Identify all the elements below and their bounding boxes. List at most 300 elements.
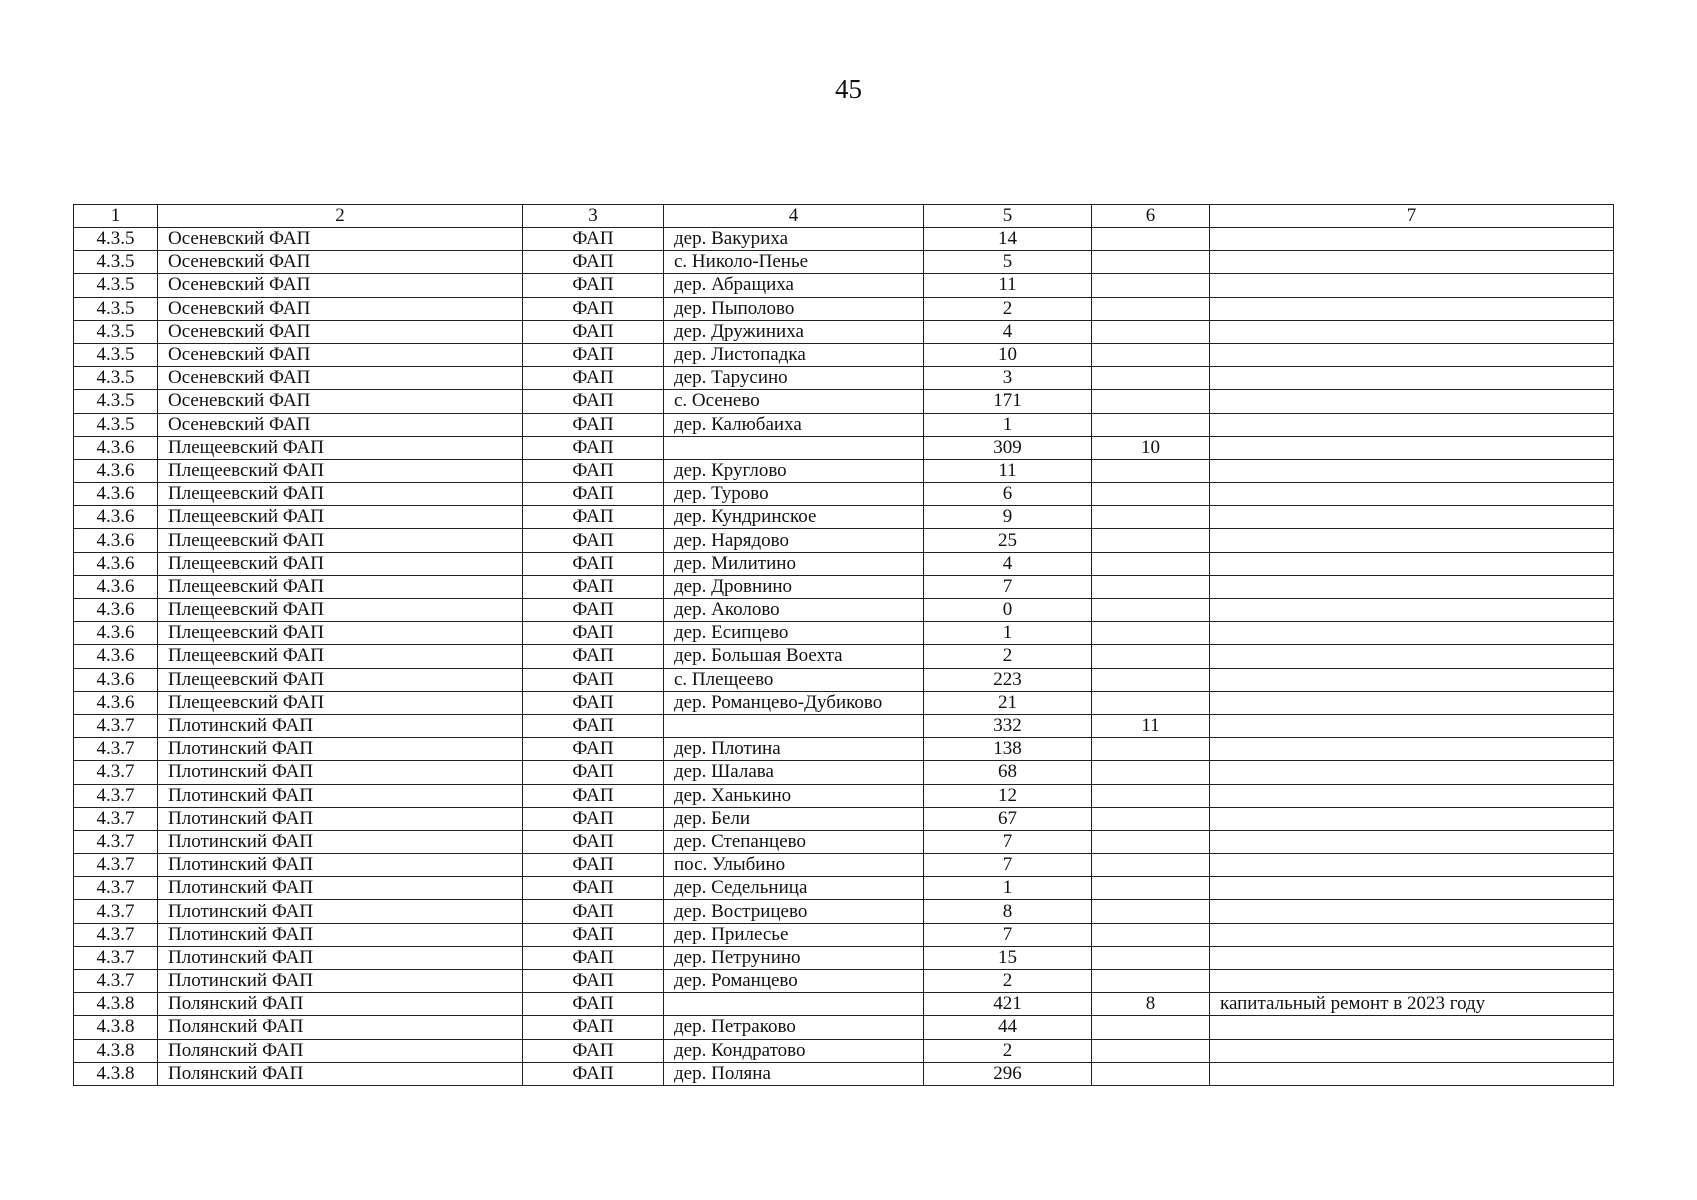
facility-name-cell: Плотинский ФАП <box>158 761 523 784</box>
note-cell <box>1210 807 1614 830</box>
settlement-cell: дер. Вострицево <box>664 900 924 923</box>
table-row <box>74 668 1614 691</box>
count-cell <box>1092 320 1210 343</box>
note-cell <box>1210 343 1614 366</box>
facility-name-cell: Плещеевский ФАП <box>158 483 523 506</box>
settlement-cell: дер. Дружиниха <box>664 320 924 343</box>
settlement-cell <box>664 993 924 1016</box>
count-cell <box>1092 459 1210 482</box>
row-number-cell: 4.3.7 <box>74 970 158 993</box>
facility-type-cell: ФАП <box>523 993 664 1016</box>
population-cell: 9 <box>924 506 1092 529</box>
population-cell: 21 <box>924 691 1092 714</box>
population-cell: 332 <box>924 714 1092 737</box>
population-cell: 2 <box>924 970 1092 993</box>
population-cell: 14 <box>924 228 1092 251</box>
facility-name-cell: Плещеевский ФАП <box>158 506 523 529</box>
facility-name-cell: Плотинский ФАП <box>158 970 523 993</box>
table-row <box>74 900 1614 923</box>
facility-type-cell: ФАП <box>523 599 664 622</box>
count-cell <box>1092 483 1210 506</box>
table-row <box>74 413 1614 436</box>
count-cell <box>1092 622 1210 645</box>
row-number-cell: 4.3.5 <box>74 274 158 297</box>
facility-type-cell: ФАП <box>523 320 664 343</box>
table-row <box>74 552 1614 575</box>
facility-name-cell: Плещеевский ФАП <box>158 668 523 691</box>
population-cell: 4 <box>924 552 1092 575</box>
table-row <box>74 645 1614 668</box>
facility-name-cell: Плотинский ФАП <box>158 738 523 761</box>
facility-name-cell: Плещеевский ФАП <box>158 436 523 459</box>
row-number-cell: 4.3.8 <box>74 1016 158 1039</box>
settlement-cell: дер. Поляна <box>664 1062 924 1085</box>
facility-type-cell: ФАП <box>523 1016 664 1039</box>
settlement-cell: дер. Тарусино <box>664 367 924 390</box>
facility-name-cell: Осеневский ФАП <box>158 228 523 251</box>
row-number-cell: 4.3.8 <box>74 1039 158 1062</box>
facility-name-cell: Плотинский ФАП <box>158 854 523 877</box>
row-number-cell: 4.3.7 <box>74 854 158 877</box>
settlement-cell: дер. Седельница <box>664 877 924 900</box>
facility-type-cell: ФАП <box>523 900 664 923</box>
facility-type-cell: ФАП <box>523 459 664 482</box>
count-cell <box>1092 506 1210 529</box>
population-cell: 7 <box>924 923 1092 946</box>
count-cell <box>1092 854 1210 877</box>
population-cell: 171 <box>924 390 1092 413</box>
table-row <box>74 483 1614 506</box>
facility-name-cell: Осеневский ФАП <box>158 251 523 274</box>
settlement-cell: дер. Турово <box>664 483 924 506</box>
settlement-cell: с. Плещеево <box>664 668 924 691</box>
row-number-cell: 4.3.6 <box>74 668 158 691</box>
settlement-cell: дер. Плотина <box>664 738 924 761</box>
settlement-cell: дер. Пыполово <box>664 297 924 320</box>
note-cell <box>1210 390 1614 413</box>
population-cell: 7 <box>924 854 1092 877</box>
count-cell <box>1092 552 1210 575</box>
row-number-cell: 4.3.7 <box>74 807 158 830</box>
facility-type-cell: ФАП <box>523 807 664 830</box>
count-cell <box>1092 1039 1210 1062</box>
facility-name-cell: Осеневский ФАП <box>158 320 523 343</box>
note-cell <box>1210 923 1614 946</box>
count-cell <box>1092 297 1210 320</box>
population-cell: 0 <box>924 599 1092 622</box>
count-cell <box>1092 228 1210 251</box>
header-cell: 5 <box>924 205 1092 228</box>
facility-name-cell: Плещеевский ФАП <box>158 645 523 668</box>
population-cell: 5 <box>924 251 1092 274</box>
row-number-cell: 4.3.5 <box>74 367 158 390</box>
population-cell: 4 <box>924 320 1092 343</box>
settlement-cell: дер. Милитино <box>664 552 924 575</box>
count-cell <box>1092 274 1210 297</box>
note-cell <box>1210 784 1614 807</box>
note-cell <box>1210 413 1614 436</box>
facility-type-cell: ФАП <box>523 830 664 853</box>
table-row <box>74 1039 1614 1062</box>
table-header-row <box>74 205 1614 228</box>
facility-name-cell: Осеневский ФАП <box>158 413 523 436</box>
count-cell <box>1092 807 1210 830</box>
table-row <box>74 854 1614 877</box>
facility-type-cell: ФАП <box>523 251 664 274</box>
header-cell: 3 <box>523 205 664 228</box>
table-row <box>74 367 1614 390</box>
table-row <box>74 784 1614 807</box>
facility-name-cell: Плотинский ФАП <box>158 946 523 969</box>
note-cell <box>1210 552 1614 575</box>
row-number-cell: 4.3.5 <box>74 297 158 320</box>
header-cell: 6 <box>1092 205 1210 228</box>
note-cell <box>1210 1039 1614 1062</box>
facility-type-cell: ФАП <box>523 390 664 413</box>
note-cell <box>1210 320 1614 343</box>
count-cell <box>1092 599 1210 622</box>
settlement-cell: дер. Прилесье <box>664 923 924 946</box>
facility-name-cell: Плещеевский ФАП <box>158 691 523 714</box>
note-cell <box>1210 738 1614 761</box>
row-number-cell: 4.3.6 <box>74 436 158 459</box>
facility-name-cell: Осеневский ФАП <box>158 367 523 390</box>
population-cell: 1 <box>924 413 1092 436</box>
population-cell: 67 <box>924 807 1092 830</box>
table-row <box>74 297 1614 320</box>
table-row <box>74 946 1614 969</box>
settlement-cell: дер. Бели <box>664 807 924 830</box>
table-row <box>74 506 1614 529</box>
row-number-cell: 4.3.5 <box>74 251 158 274</box>
count-cell <box>1092 645 1210 668</box>
population-cell: 15 <box>924 946 1092 969</box>
facility-type-cell: ФАП <box>523 738 664 761</box>
note-cell <box>1210 251 1614 274</box>
settlement-cell: дер. Абращиха <box>664 274 924 297</box>
table-row <box>74 807 1614 830</box>
facility-type-cell: ФАП <box>523 552 664 575</box>
row-number-cell: 4.3.5 <box>74 228 158 251</box>
table-row <box>74 274 1614 297</box>
note-cell <box>1210 854 1614 877</box>
table-row <box>74 228 1614 251</box>
population-cell: 11 <box>924 459 1092 482</box>
table-row <box>74 459 1614 482</box>
facility-name-cell: Плещеевский ФАП <box>158 575 523 598</box>
facility-type-cell: ФАП <box>523 529 664 552</box>
row-number-cell: 4.3.6 <box>74 483 158 506</box>
settlement-cell: дер. Вакуриха <box>664 228 924 251</box>
note-cell: капитальный ремонт в 2023 году <box>1210 993 1614 1016</box>
row-number-cell: 4.3.5 <box>74 343 158 366</box>
population-cell: 68 <box>924 761 1092 784</box>
facility-type-cell: ФАП <box>523 575 664 598</box>
population-cell: 223 <box>924 668 1092 691</box>
row-number-cell: 4.3.7 <box>74 714 158 737</box>
note-cell <box>1210 575 1614 598</box>
count-cell <box>1092 738 1210 761</box>
facility-name-cell: Полянский ФАП <box>158 1062 523 1085</box>
row-number-cell: 4.3.8 <box>74 993 158 1016</box>
settlement-cell: дер. Дровнино <box>664 575 924 598</box>
population-cell: 8 <box>924 900 1092 923</box>
facility-name-cell: Плотинский ФАП <box>158 900 523 923</box>
row-number-cell: 4.3.7 <box>74 877 158 900</box>
note-cell <box>1210 830 1614 853</box>
note-cell <box>1210 459 1614 482</box>
note-cell <box>1210 645 1614 668</box>
facility-type-cell: ФАП <box>523 622 664 645</box>
settlement-cell: дер. Петраково <box>664 1016 924 1039</box>
row-number-cell: 4.3.8 <box>74 1062 158 1085</box>
table-row <box>74 714 1614 737</box>
note-cell <box>1210 761 1614 784</box>
settlement-cell: дер. Калюбаиха <box>664 413 924 436</box>
count-cell <box>1092 413 1210 436</box>
note-cell <box>1210 1016 1614 1039</box>
population-cell: 10 <box>924 343 1092 366</box>
settlement-cell: дер. Степанцево <box>664 830 924 853</box>
note-cell <box>1210 274 1614 297</box>
facility-type-cell: ФАП <box>523 506 664 529</box>
count-cell <box>1092 691 1210 714</box>
note-cell <box>1210 877 1614 900</box>
count-cell <box>1092 575 1210 598</box>
count-cell <box>1092 877 1210 900</box>
facility-name-cell: Плотинский ФАП <box>158 807 523 830</box>
row-number-cell: 4.3.7 <box>74 761 158 784</box>
facility-type-cell: ФАП <box>523 436 664 459</box>
settlement-cell: дер. Ханькино <box>664 784 924 807</box>
settlement-cell: дер. Есипцево <box>664 622 924 645</box>
row-number-cell: 4.3.6 <box>74 529 158 552</box>
settlement-cell: с. Николо-Пенье <box>664 251 924 274</box>
table-row <box>74 575 1614 598</box>
table-row <box>74 251 1614 274</box>
facilities-table <box>73 204 1614 1086</box>
count-cell: 8 <box>1092 993 1210 1016</box>
table-row <box>74 436 1614 459</box>
note-cell <box>1210 970 1614 993</box>
note-cell <box>1210 367 1614 390</box>
settlement-cell: дер. Листопадка <box>664 343 924 366</box>
count-cell <box>1092 946 1210 969</box>
page-number: 45 <box>835 74 862 104</box>
population-cell: 7 <box>924 830 1092 853</box>
settlement-cell <box>664 714 924 737</box>
facility-name-cell: Плещеевский ФАП <box>158 459 523 482</box>
settlement-cell: дер. Кондратово <box>664 1039 924 1062</box>
facility-type-cell: ФАП <box>523 1039 664 1062</box>
facility-name-cell: Плотинский ФАП <box>158 784 523 807</box>
table-row <box>74 1016 1614 1039</box>
header-cell: 1 <box>74 205 158 228</box>
count-cell <box>1092 761 1210 784</box>
population-cell: 12 <box>924 784 1092 807</box>
row-number-cell: 4.3.7 <box>74 900 158 923</box>
row-number-cell: 4.3.6 <box>74 622 158 645</box>
row-number-cell: 4.3.6 <box>74 506 158 529</box>
count-cell <box>1092 367 1210 390</box>
facility-type-cell: ФАП <box>523 645 664 668</box>
population-cell: 1 <box>924 877 1092 900</box>
population-cell: 44 <box>924 1016 1092 1039</box>
note-cell <box>1210 668 1614 691</box>
count-cell <box>1092 343 1210 366</box>
settlement-cell: дер. Большая Воехта <box>664 645 924 668</box>
facility-name-cell: Осеневский ФАП <box>158 343 523 366</box>
facility-name-cell: Плотинский ФАП <box>158 714 523 737</box>
count-cell <box>1092 251 1210 274</box>
facility-type-cell: ФАП <box>523 1062 664 1085</box>
population-cell: 2 <box>924 297 1092 320</box>
population-cell: 25 <box>924 529 1092 552</box>
count-cell: 11 <box>1092 714 1210 737</box>
count-cell <box>1092 668 1210 691</box>
count-cell <box>1092 923 1210 946</box>
facility-type-cell: ФАП <box>523 343 664 366</box>
settlement-cell: дер. Романцево <box>664 970 924 993</box>
facility-name-cell: Полянский ФАП <box>158 1039 523 1062</box>
facility-name-cell: Осеневский ФАП <box>158 274 523 297</box>
row-number-cell: 4.3.7 <box>74 923 158 946</box>
row-number-cell: 4.3.5 <box>74 390 158 413</box>
count-cell <box>1092 1016 1210 1039</box>
facility-type-cell: ФАП <box>523 297 664 320</box>
facility-type-cell: ФАП <box>523 367 664 390</box>
facility-name-cell: Полянский ФАП <box>158 1016 523 1039</box>
facility-type-cell: ФАП <box>523 668 664 691</box>
population-cell: 6 <box>924 483 1092 506</box>
count-cell <box>1092 1062 1210 1085</box>
population-cell: 11 <box>924 274 1092 297</box>
note-cell <box>1210 297 1614 320</box>
table-row <box>74 320 1614 343</box>
table-row <box>74 691 1614 714</box>
row-number-cell: 4.3.7 <box>74 946 158 969</box>
facility-type-cell: ФАП <box>523 691 664 714</box>
count-cell: 10 <box>1092 436 1210 459</box>
row-number-cell: 4.3.6 <box>74 691 158 714</box>
population-cell: 2 <box>924 1039 1092 1062</box>
facility-type-cell: ФАП <box>523 761 664 784</box>
note-cell <box>1210 506 1614 529</box>
note-cell <box>1210 622 1614 645</box>
population-cell: 7 <box>924 575 1092 598</box>
settlement-cell <box>664 436 924 459</box>
facility-name-cell: Плотинский ФАП <box>158 923 523 946</box>
count-cell <box>1092 784 1210 807</box>
population-cell: 296 <box>924 1062 1092 1085</box>
table-row <box>74 970 1614 993</box>
table-row <box>74 343 1614 366</box>
facility-type-cell: ФАП <box>523 923 664 946</box>
facility-type-cell: ФАП <box>523 946 664 969</box>
facility-type-cell: ФАП <box>523 854 664 877</box>
facility-type-cell: ФАП <box>523 483 664 506</box>
settlement-cell: дер. Петрунино <box>664 946 924 969</box>
row-number-cell: 4.3.7 <box>74 784 158 807</box>
note-cell <box>1210 900 1614 923</box>
settlement-cell: пос. Улыбино <box>664 854 924 877</box>
table-row <box>74 599 1614 622</box>
table-row <box>74 923 1614 946</box>
table-row <box>74 761 1614 784</box>
facility-type-cell: ФАП <box>523 714 664 737</box>
note-cell <box>1210 436 1614 459</box>
population-cell: 421 <box>924 993 1092 1016</box>
count-cell <box>1092 830 1210 853</box>
facility-type-cell: ФАП <box>523 413 664 436</box>
facility-type-cell: ФАП <box>523 877 664 900</box>
table-row <box>74 529 1614 552</box>
row-number-cell: 4.3.6 <box>74 459 158 482</box>
note-cell <box>1210 599 1614 622</box>
facility-name-cell: Плещеевский ФАП <box>158 552 523 575</box>
row-number-cell: 4.3.6 <box>74 575 158 598</box>
note-cell <box>1210 529 1614 552</box>
settlement-cell: дер. Аколово <box>664 599 924 622</box>
facility-name-cell: Плещеевский ФАП <box>158 599 523 622</box>
row-number-cell: 4.3.6 <box>74 552 158 575</box>
note-cell <box>1210 691 1614 714</box>
note-cell <box>1210 946 1614 969</box>
population-cell: 3 <box>924 367 1092 390</box>
settlement-cell: дер. Шалава <box>664 761 924 784</box>
row-number-cell: 4.3.5 <box>74 320 158 343</box>
facility-type-cell: ФАП <box>523 970 664 993</box>
row-number-cell: 4.3.7 <box>74 830 158 853</box>
facility-name-cell: Плещеевский ФАП <box>158 529 523 552</box>
table-row <box>74 738 1614 761</box>
settlement-cell: дер. Кундринское <box>664 506 924 529</box>
settlement-cell: дер. Круглово <box>664 459 924 482</box>
row-number-cell: 4.3.6 <box>74 599 158 622</box>
note-cell <box>1210 483 1614 506</box>
facility-name-cell: Плещеевский ФАП <box>158 622 523 645</box>
population-cell: 309 <box>924 436 1092 459</box>
note-cell <box>1210 714 1614 737</box>
table-row <box>74 1062 1614 1085</box>
population-cell: 2 <box>924 645 1092 668</box>
facility-type-cell: ФАП <box>523 784 664 807</box>
facility-name-cell: Осеневский ФАП <box>158 297 523 320</box>
note-cell <box>1210 1062 1614 1085</box>
count-cell <box>1092 390 1210 413</box>
table-row <box>74 993 1614 1016</box>
facility-name-cell: Полянский ФАП <box>158 993 523 1016</box>
count-cell <box>1092 529 1210 552</box>
settlement-cell: дер. Нарядово <box>664 529 924 552</box>
facility-type-cell: ФАП <box>523 274 664 297</box>
row-number-cell: 4.3.6 <box>74 645 158 668</box>
header-cell: 4 <box>664 205 924 228</box>
settlement-cell: с. Осенево <box>664 390 924 413</box>
count-cell <box>1092 900 1210 923</box>
table-row <box>74 877 1614 900</box>
table-row <box>74 830 1614 853</box>
population-cell: 1 <box>924 622 1092 645</box>
population-cell: 138 <box>924 738 1092 761</box>
facility-name-cell: Осеневский ФАП <box>158 390 523 413</box>
note-cell <box>1210 228 1614 251</box>
row-number-cell: 4.3.5 <box>74 413 158 436</box>
facility-name-cell: Плотинский ФАП <box>158 830 523 853</box>
table-row <box>74 622 1614 645</box>
count-cell <box>1092 970 1210 993</box>
header-cell: 2 <box>158 205 523 228</box>
